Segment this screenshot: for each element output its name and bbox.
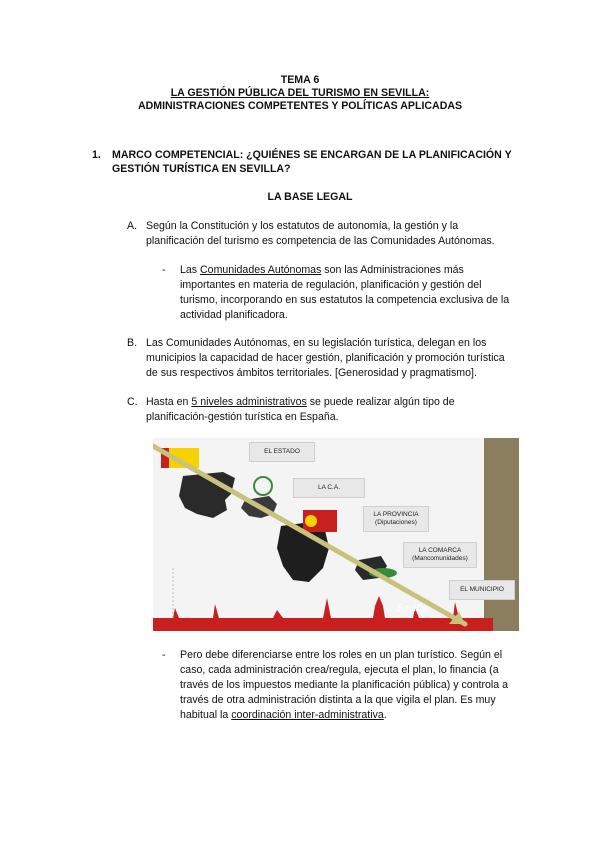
diagram-pillar	[484, 438, 519, 631]
item-b-line3: de sus respectivos ámbitos territoriales. [Generosidad y pragmatismo].	[146, 367, 477, 379]
bullet-2-marker: -	[162, 649, 166, 661]
item-c-line2: planificación-gestión turística en España.	[146, 411, 339, 423]
level-municipio-label: EL MUNICIPIO	[460, 586, 504, 593]
bullet-1-post: son las Administraciones más	[321, 264, 464, 276]
item-b-line2: municipios la capacidad de hacer gestión, planificación y promoción turística	[146, 352, 505, 364]
item-a-marker: A.	[127, 220, 138, 232]
section-number: 1.	[92, 149, 101, 161]
bullet-2-line3: través de los impuestos mediante la planificación pública) y controla a	[180, 679, 508, 691]
section-title-line2: GESTIÓN TURÍSTICA EN SEVILLA?	[112, 163, 291, 175]
level-estado-box	[249, 442, 315, 462]
bullet-2-line1: Pero debe diferenciarse entre los roles en un plan turístico. Según el	[180, 649, 503, 661]
tema-label: TEMA 6	[280, 74, 320, 86]
item-b-marker: B.	[127, 337, 138, 349]
item-c-post: se puede realizar algún tipo de	[306, 396, 455, 408]
diagram-graphics	[153, 438, 519, 631]
level-provincia-box	[363, 506, 429, 532]
bullet-1-line3: turismo, incorporando en sus estatutos la competencia exclusiva de la	[180, 294, 510, 306]
niveles-administrativos-link: 5 niveles administrativos	[191, 396, 307, 408]
diputacion-emblem-icon	[305, 515, 317, 527]
bullet-1-pre: Las	[180, 264, 201, 276]
base-legal-heading: LA BASE LEGAL	[267, 191, 353, 203]
bullet-2-pre5: habitual la	[180, 709, 232, 721]
item-a-line1: Según la Constitución y los estatutos de autonomía, la gestión y la	[146, 220, 459, 232]
level-ca-label: LA C.A.	[317, 484, 341, 491]
level-provincia-label: LA PROVINCIA	[373, 511, 419, 518]
level-comarca-sub: (Mancomunidades)	[412, 555, 468, 562]
bullet-1-line4: actividad planificadora.	[180, 309, 288, 321]
bullet-2-line5	[180, 708, 387, 724]
level-comarca-label: LA COMARCA	[418, 547, 462, 554]
level-provincia-sub: (Diputaciones)	[375, 519, 417, 526]
item-c-marker: C.	[127, 396, 138, 408]
item-a-line2: planificación del turismo es competencia de las Comunidades Autónomas.	[146, 235, 495, 247]
document-title: LA GESTIÓN PÚBLICA DEL TURISMO EN SEVILLA:	[170, 87, 430, 99]
bullet-2-line4: través de otra administración distinta a la que vigila el plan. Es muy	[180, 694, 496, 706]
item-c-pre: Hasta en	[146, 396, 192, 408]
descending-arrow	[153, 446, 465, 624]
level-ca-box	[293, 478, 365, 498]
item-c-line1	[146, 395, 455, 411]
comunidades-autonomas-link: Comunidades Autónomas	[200, 264, 322, 276]
bullet-1-line1	[180, 263, 464, 279]
junta-andalucia-logo	[254, 477, 272, 495]
bullet-2-post5: .	[383, 709, 387, 721]
bullet-1-line2: importantes en materia de regulación, planificación y gestión del	[180, 279, 482, 291]
bullet-2-line2: caso, cada administración crea/regula, ejecuta el plan, lo financia (a	[180, 664, 499, 676]
bullet-1-marker: -	[162, 264, 166, 276]
coordinacion-link: coordinación inter-administrativa	[231, 709, 384, 721]
document-subtitle: ADMINISTRACIONES COMPETENTES Y POLÍTICAS APLICADAS	[137, 100, 463, 112]
item-b-line1: Las Comunidades Autónomas, en su legislación turística, delegan en los	[146, 337, 487, 349]
administrative-levels-diagram	[153, 438, 519, 631]
section-title-line1: MARCO COMPETENCIAL: ¿QUIÉNES SE ENCARGAN DE LA PLANIFICACIÓN Y	[112, 149, 512, 161]
sevilla-logo-text: Sevilla	[397, 604, 428, 614]
level-estado-label: EL ESTADO	[264, 448, 300, 455]
level-municipio-box	[449, 580, 515, 600]
level-comarca-box	[403, 542, 477, 568]
